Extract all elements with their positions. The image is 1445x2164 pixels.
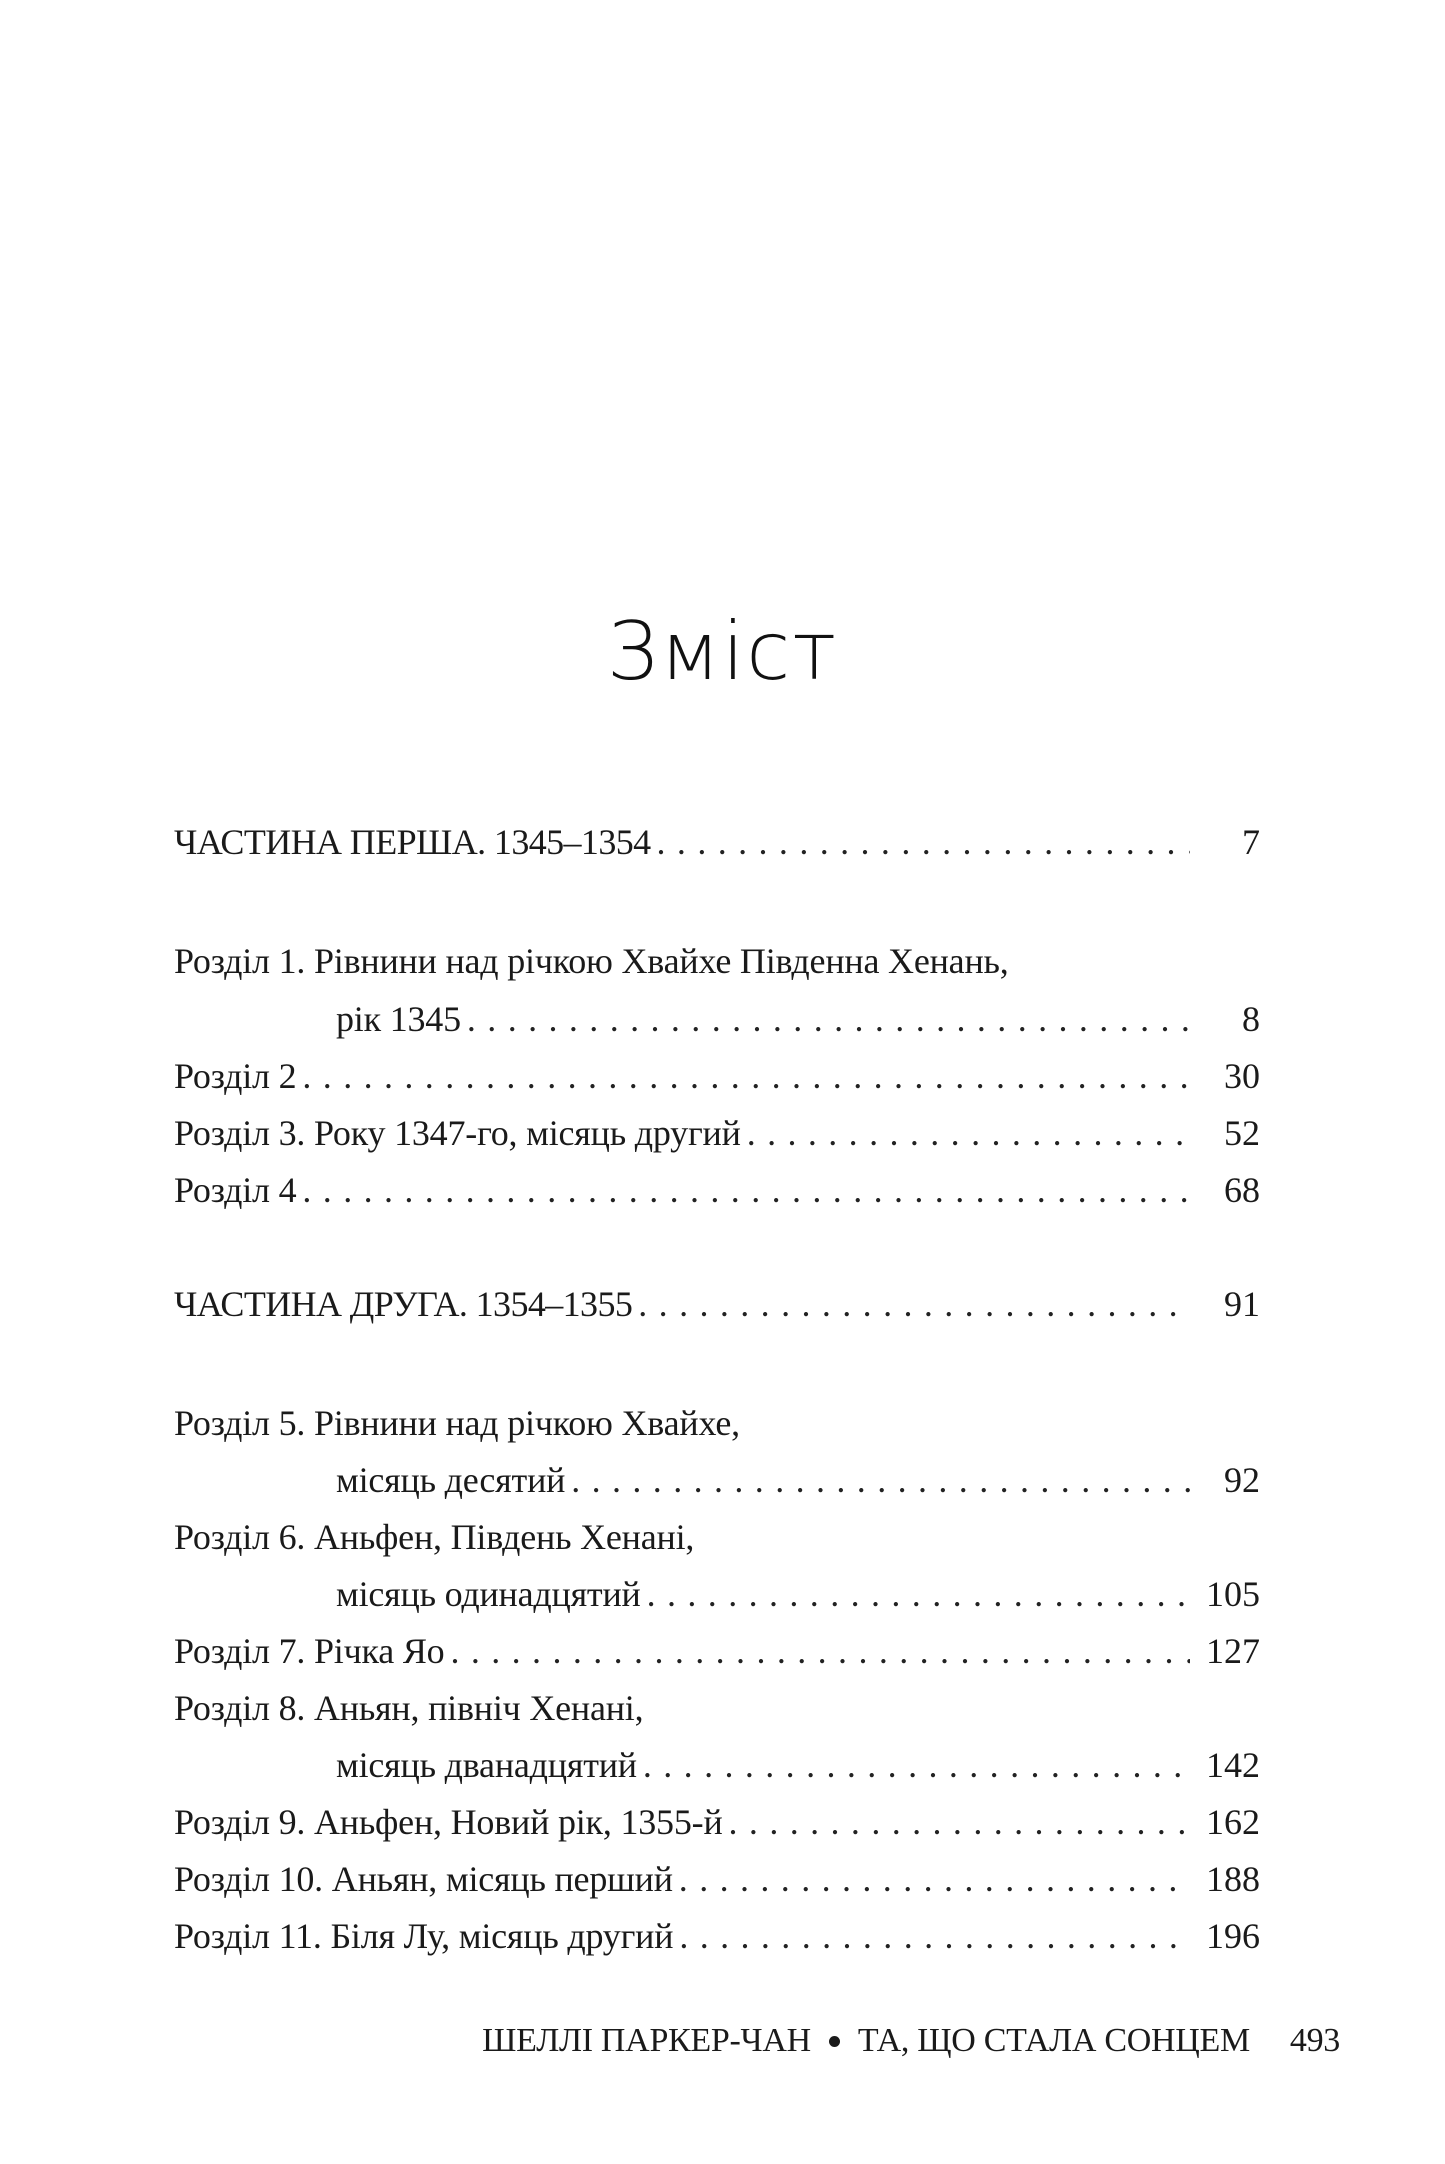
- toc-entry-title: Розділ 11. Біля Лу, місяць другий: [174, 1916, 674, 1956]
- toc-page-number: 142: [1206, 1745, 1260, 1785]
- toc-chapter-5: [174, 1398, 1260, 1448]
- toc-page-number: 92: [1224, 1460, 1260, 1500]
- dot-leader: [647, 1569, 1190, 1619]
- toc-entry-title: Розділ 10. Аньян, місяць перший: [174, 1859, 673, 1899]
- toc-entry-title: Розділ 9. Аньфен, Новий рік, 1355-й: [174, 1802, 723, 1842]
- toc-entry-title: Розділ 4: [174, 1170, 297, 1210]
- toc-entry-title: рік 1345: [336, 999, 461, 1039]
- dot-leader: [450, 1626, 1190, 1676]
- dot-leader: [679, 1854, 1190, 1904]
- dot-leader: [679, 1911, 1190, 1961]
- toc-page-number: 7: [1242, 822, 1260, 862]
- footer-author: ШЕЛЛІ ПАРКЕР-ЧАН: [482, 2022, 811, 2059]
- toc-chapter-8-cont: [174, 1740, 1260, 1790]
- dot-leader: [747, 1108, 1190, 1158]
- toc-chapter-6-cont: [174, 1569, 1260, 1619]
- toc-chapter-10: [174, 1854, 1260, 1904]
- toc-entry-title: Розділ 5. Рівнини над річкою Хвайхе,: [174, 1403, 740, 1443]
- toc-page-number: 127: [1206, 1631, 1260, 1671]
- toc-chapter-5-cont: [174, 1455, 1260, 1505]
- dot-leader: [302, 1165, 1190, 1215]
- toc-chapter-9: [174, 1797, 1260, 1847]
- dot-leader: [467, 994, 1190, 1044]
- toc-page-number: 162: [1206, 1802, 1260, 1842]
- toc-chapter-7: [174, 1626, 1260, 1676]
- toc-entry-title: ЧАСТИНА ПЕРША. 1345–1354: [174, 822, 651, 862]
- toc-page-number: 188: [1206, 1859, 1260, 1899]
- toc-page-number: 30: [1224, 1056, 1260, 1096]
- toc-entry-title: Розділ 6. Аньфен, Південь Хенані,: [174, 1517, 695, 1557]
- toc-entry-title: місяць одинадцятий: [336, 1574, 641, 1614]
- bullet-icon: [829, 2036, 840, 2047]
- toc-page-number: 196: [1206, 1916, 1260, 1956]
- toc-chapter-8: [174, 1683, 1260, 1733]
- toc-page-number: 105: [1206, 1574, 1260, 1614]
- toc-page-number: 52: [1224, 1113, 1260, 1153]
- dot-leader: [729, 1797, 1190, 1847]
- toc-part-2: [174, 1279, 1260, 1329]
- toc-entry-title: Розділ 8. Аньян, північ Хенані,: [174, 1688, 644, 1728]
- toc-chapter-1: [174, 936, 1260, 986]
- toc-entry-title: Розділ 3. Року 1347-го, місяць другий: [174, 1113, 741, 1153]
- toc-entry-title: ЧАСТИНА ДРУГА. 1354–1355: [174, 1284, 633, 1324]
- page-title: Зміст: [606, 604, 839, 698]
- toc-page-number: 91: [1224, 1284, 1260, 1324]
- toc-part-1: [174, 817, 1260, 867]
- toc-chapter-6: [174, 1512, 1260, 1562]
- dot-leader: [638, 1279, 1190, 1329]
- dot-leader: [302, 1051, 1190, 1101]
- dot-leader: [571, 1455, 1190, 1505]
- toc-page-number: 68: [1224, 1170, 1260, 1210]
- toc-entry-title: Розділ 1. Рівнини над річкою Хвайхе Південна Хенань,: [174, 941, 1009, 981]
- toc-chapter-3: [174, 1108, 1260, 1158]
- dot-leader: [643, 1740, 1190, 1790]
- toc-chapter-2: [174, 1051, 1260, 1101]
- page-number: 493: [1289, 2022, 1340, 2059]
- toc-entry-title: Розділ 2: [174, 1056, 297, 1096]
- toc-entry-title: Розділ 7. Річка Яо: [174, 1631, 445, 1671]
- toc-chapter-11: [174, 1911, 1260, 1961]
- toc-entry-title: місяць дванадцятий: [336, 1745, 637, 1785]
- toc-chapter-1-cont: [174, 994, 1260, 1044]
- running-footer: [482, 2018, 1340, 2064]
- toc-entry-title: місяць десятий: [336, 1460, 566, 1500]
- toc-page-number: 8: [1242, 999, 1260, 1039]
- toc-chapter-4: [174, 1165, 1260, 1215]
- dot-leader: [657, 817, 1190, 867]
- footer-book-title: ТА, ЩО СТАЛА СОНЦЕМ: [857, 2022, 1250, 2059]
